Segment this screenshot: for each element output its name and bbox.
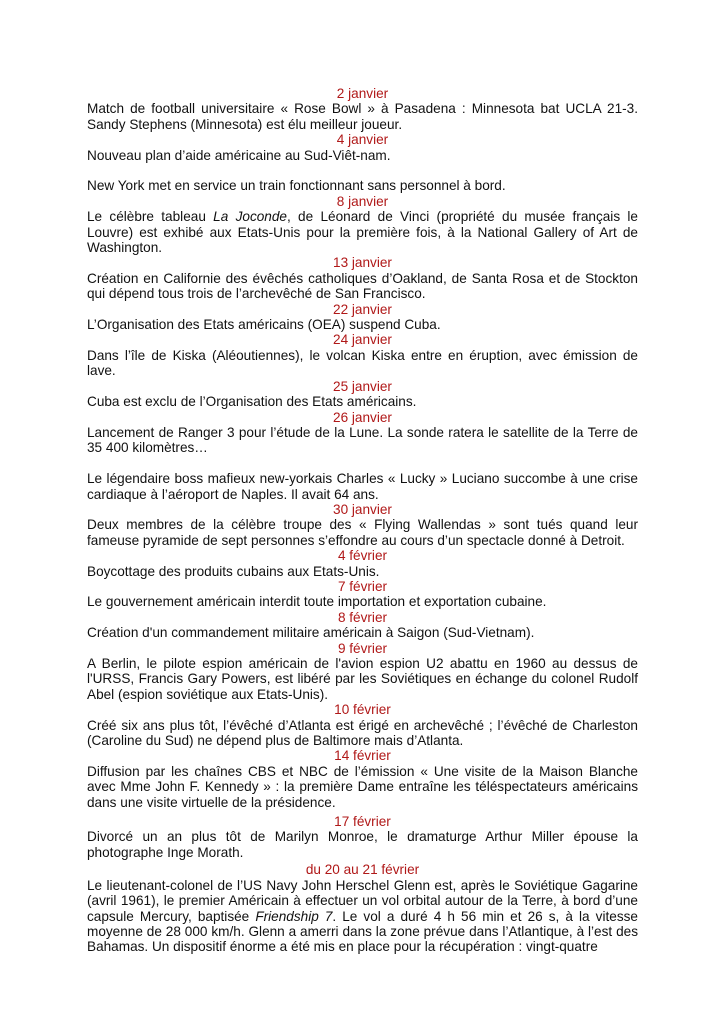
capsule-name: Friendship 7 <box>255 908 333 924</box>
entry-date: 10 février <box>334 702 391 718</box>
entry-text: A Berlin, le pilote espion américain de l'avion espion U2 abattu en 1960 au dessus de l'URSS, Francis Gary Powers, est libéré par les Soviétiques en échange du colonel Rudolf Abel (espion soviétique aux Etats-Unis). <box>87 656 638 702</box>
entry-date: 24 janvier <box>333 332 392 348</box>
entry-text: Dans l’île de Kiska (Aléoutiennes), le volcan Kiska entre en éruption, avec émission de lave. <box>87 347 638 379</box>
entry-text: Création d'un commandement militaire américain à Saigon (Sud-Vietnam). <box>87 625 535 641</box>
entry-text: Diffusion par les chaînes CBS et NBC de l’émission « Une visite de la Maison Blanche avec Mme John F. Kennedy » : la première Dame entraîne les téléspectateurs américains dans une visite virtuelle de la présidence. <box>87 763 638 810</box>
entry-text: New York met en service un train fonctionnant sans personnel à bord. <box>87 178 506 194</box>
entry-text: Deux membres de la célèbre troupe des « Flying Wallendas » sont tués quand leur fameuse pyramide de sept personnes s’effondre au cours d’un spectacle donné à Detroit. <box>87 517 638 548</box>
entry-date: 4 janvier <box>336 132 389 148</box>
entry-text: Match de football universitaire « Rose Bowl » à Pasadena : Minnesota bat UCLA 21-3. Sandy Stephens (Minnesota) est élu meilleur joueur. <box>87 101 638 132</box>
entry-date: 4 février <box>337 548 388 564</box>
entry-date: 2 janvier <box>336 86 389 101</box>
entry-date: 8 février <box>337 609 388 625</box>
document-page <box>87 86 638 955</box>
entry-text: Le légendaire boss mafieux new-yorkais Charles « Lucky » Luciano succombe à une crise cardiaque à l’aéroport de Naples. Il avait 64 ans. <box>87 471 638 502</box>
entry-text: Création en Californie des évêchés catholiques d’Oakland, de Santa Rosa et de Stockton qui dépend tous trois de l’archevêché de San Francisco. <box>87 270 638 302</box>
entry-text: Lancement de Ranger 3 pour l’étude de la Lune. La sonde ratera le satellite de la Terre de 35 400 kilomètres… <box>87 424 638 456</box>
entry-text <box>87 209 638 255</box>
entry-date: 30 janvier <box>333 501 392 517</box>
entry-text-part: Le lieutenant-colonel de l’US Navy John Herschel Glenn est, après le Soviétique Gagarine (avril 1961), le premier Américain à effectuer un vol orbital autour de la Terre, à bord d’une capsule Mercury, baptisée <box>87 877 638 924</box>
paragraph-gap <box>87 163 638 178</box>
entry-text <box>87 878 638 955</box>
entry-text-part: Le célèbre tableau <box>87 209 214 225</box>
entry-date: 17 février <box>334 814 391 830</box>
entry-date: 13 janvier <box>333 255 392 271</box>
entry-text: Cuba est exclu de l’Organisation des Etats américains. <box>87 394 417 410</box>
entry-date: 25 janvier <box>333 378 392 394</box>
artwork-title: La Joconde <box>213 209 287 225</box>
entry-text-part: . Le vol a duré 4 h 56 min et 26 s, à la vitesse moyenne de 28 000 km/h. Glenn a amerri dans la zone prévue dans l’Atlantique, à l’est des Bahamas. Un dispositif énorme a été mis en place pour la récupération : vingt-quatre <box>87 908 638 955</box>
entry-date: du 20 au 21 février <box>305 862 420 878</box>
entry-date: 7 février <box>337 578 388 594</box>
entry-text-part: , de Léonard de Vinci (propriété du musée français le Louvre) est exhibé aux Etats-Unis pour la première fois, à la National Gallery of Art de Washington. <box>87 209 638 256</box>
entry-date: 26 janvier <box>333 409 392 425</box>
paragraph-gap <box>87 456 638 471</box>
entry-date: 9 février <box>337 640 388 656</box>
entry-text: Le gouvernement américain interdit toute importation et exportation cubaine. <box>87 594 547 610</box>
entry-text: Créé six ans plus tôt, l’évêché d’Atlanta est érigé en archevêché ; l’évêché de Charleston (Caroline du Sud) ne dépend plus de Baltimore mais d’Atlanta. <box>87 717 638 749</box>
entry-date: 14 février <box>334 748 391 764</box>
entry-text: L’Organisation des Etats américains (OEA) suspend Cuba. <box>87 317 441 333</box>
entry-text: Boycottage des produits cubains aux Etats-Unis. <box>87 563 380 579</box>
entry-text: Nouveau plan d’aide américaine au Sud-Viêt-nam. <box>87 147 391 163</box>
entry-text: Divorcé un an plus tôt de Marilyn Monroe, le dramaturge Arthur Miller épouse la photographe Inge Morath. <box>87 829 638 860</box>
entry-date: 22 janvier <box>333 301 392 317</box>
entry-date: 8 janvier <box>336 193 389 209</box>
